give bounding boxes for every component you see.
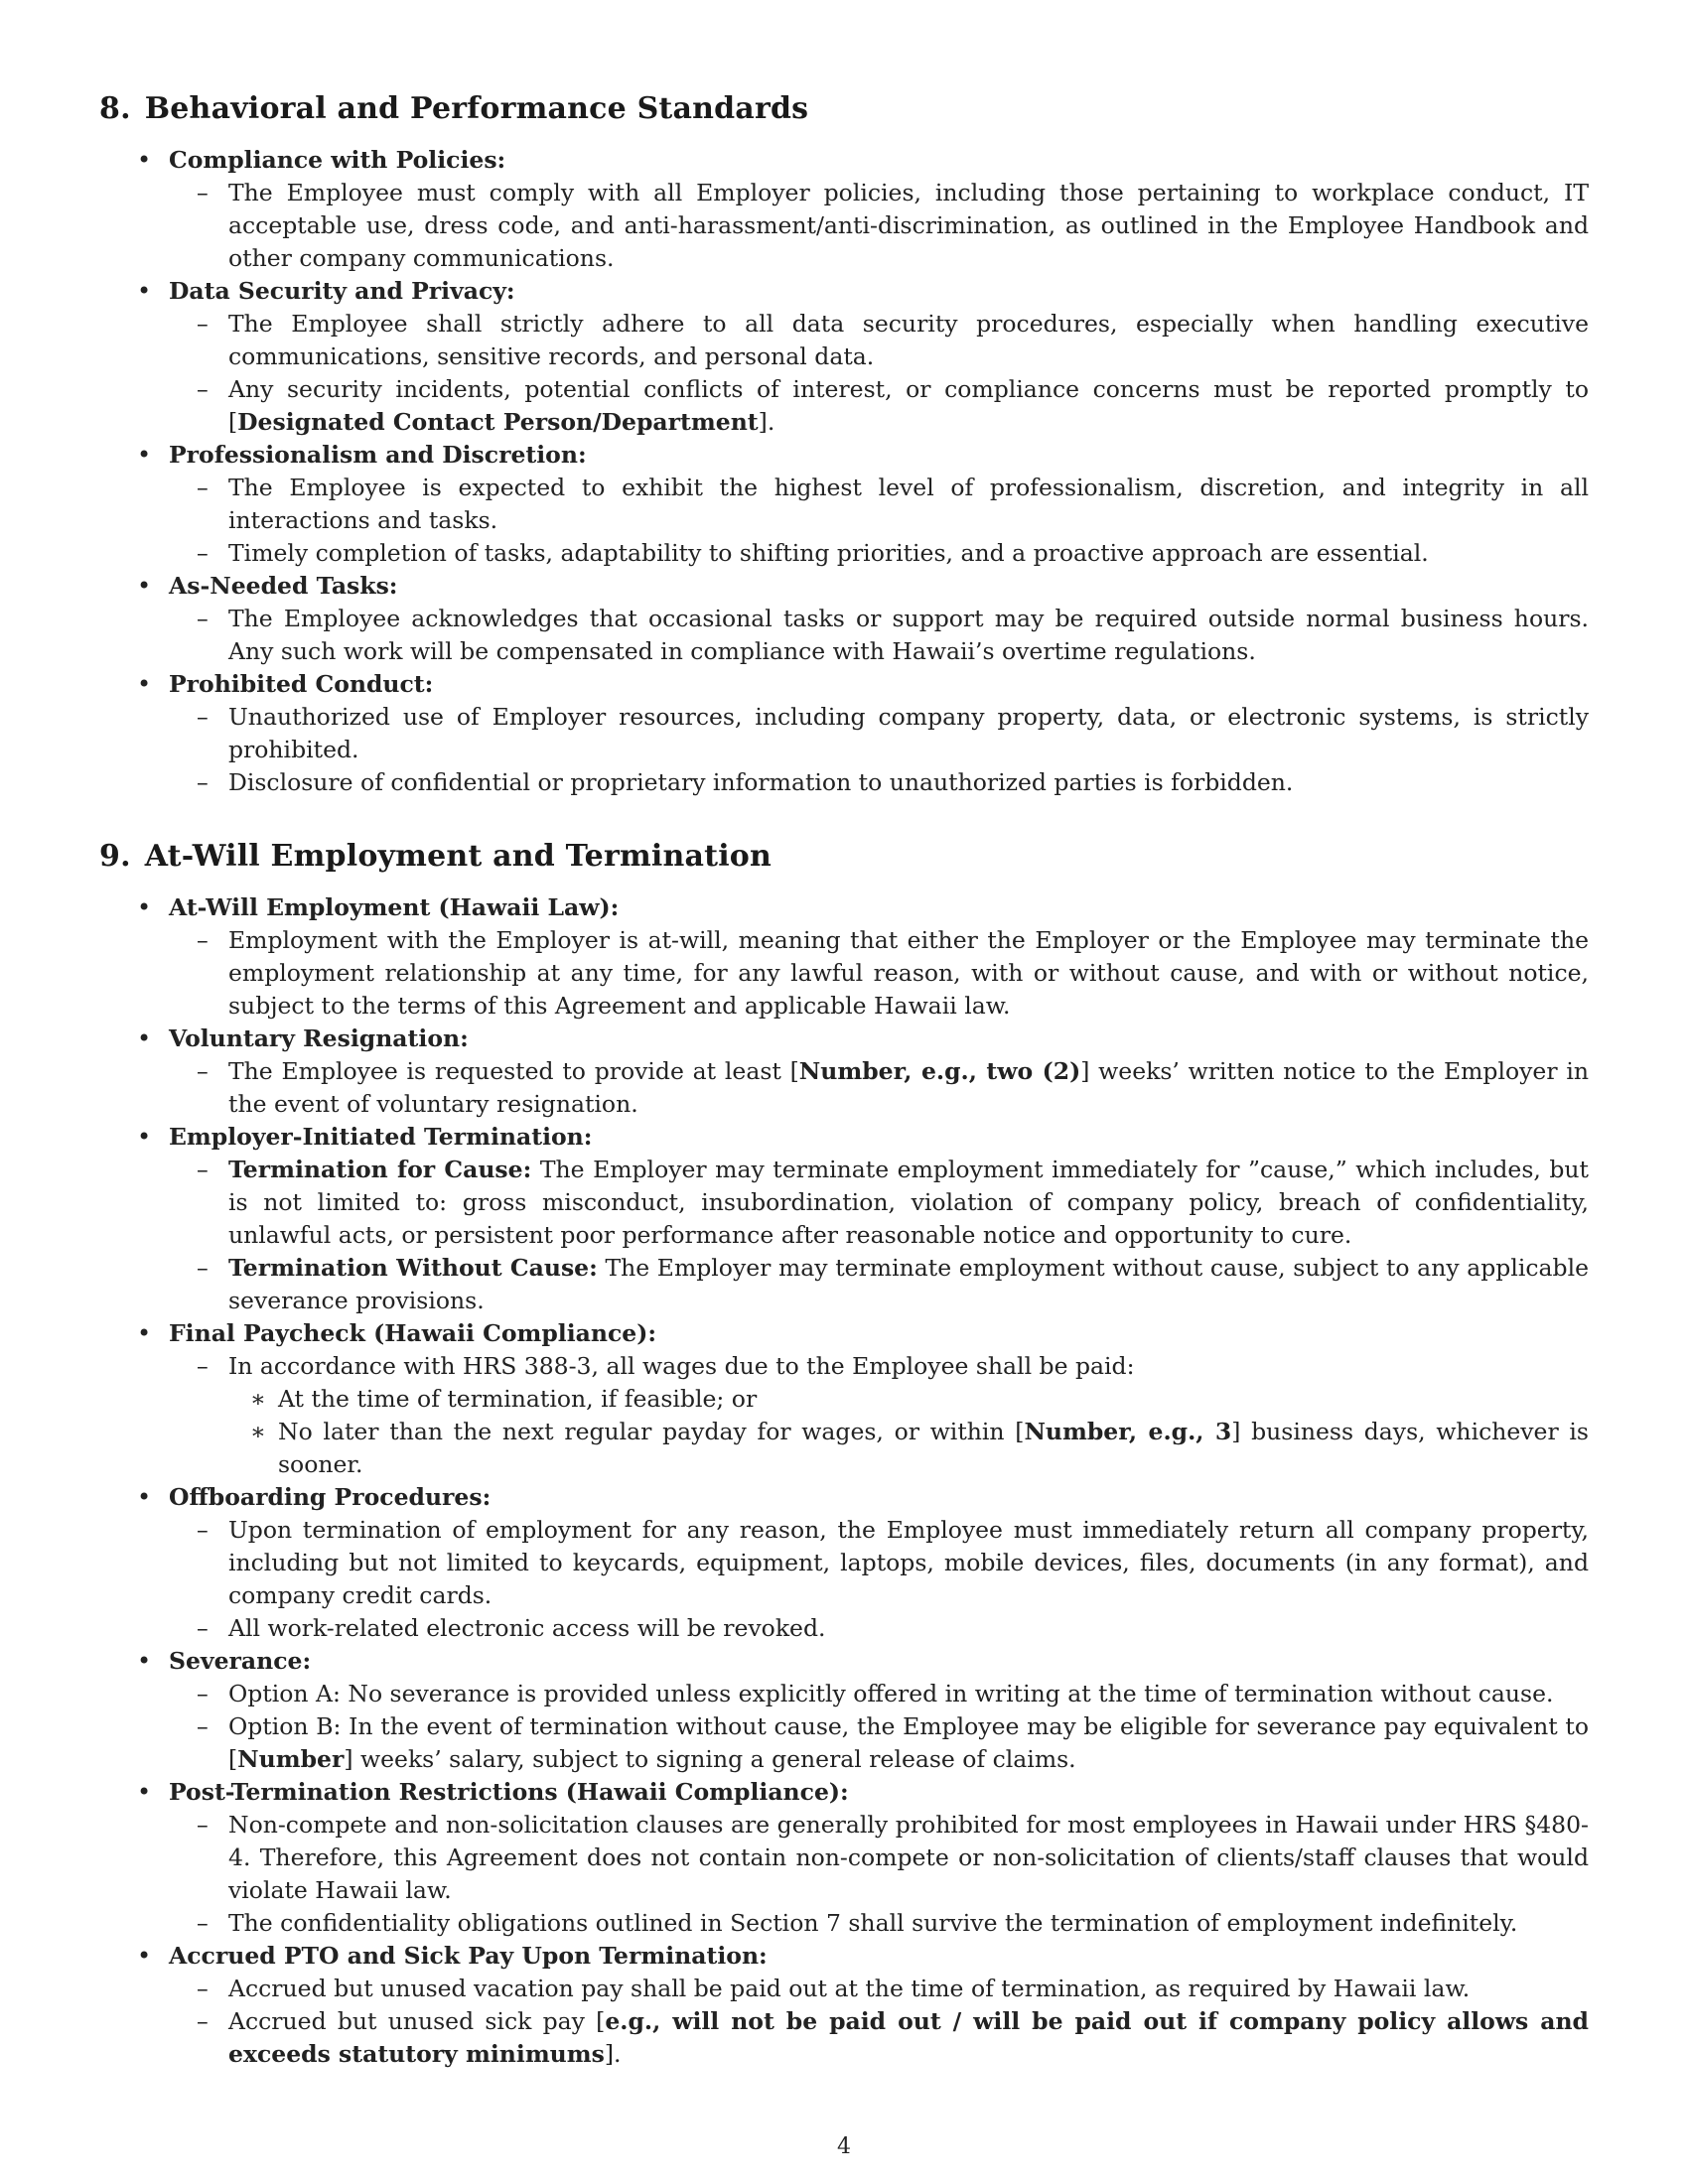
section-9-heading: 9. At-Will Employment and Termination [99,839,773,874]
list-item [99,668,1589,799]
sub-item: – The Employee is requested to provide at least [Number, e.g., two (2)] weeks’ written notice to the Employer in the event of voluntary resignation. [169,1055,1589,1121]
sub-item: – Termination for Cause: The Employer may terminate employment immediately for ”cause,” which includes, but is not limited to: gross misconduct, insubordination, violation of company policy, breach of confidentiality, unlawful acts, or persistent poor performance after reasonable notice and opportunity to cure. [169,1154,1589,1252]
section-9-list [99,891,1589,2071]
sub-item: – Option B: In the event of termination without cause, the Employee may be eligible for severance pay equivalent to [Number] weeks’ salary, subject to signing a general release of claims. [169,1710,1589,1776]
item-heading: • Employer-Initiated Termination: [169,1123,593,1151]
item-heading: • Voluntary Resignation: [169,1024,469,1052]
sub-item: – Upon termination of employment for any reason, the Employee must immediately return all company property, including but not limited to keycards, equipment, laptops, mobile devices, files, documents (in any format), and company credit cards. [169,1514,1589,1612]
item-heading: • Offboarding Procedures: [169,1483,492,1511]
item-heading: • Compliance with Policies: [169,146,506,174]
sub-item: – Accrued but unused vacation pay shall be paid out at the time of termination, as required by Hawaii law. [169,1973,1589,2005]
sub-item: – The confidentiality obligations outlined in Section 7 shall survive the termination of employment indefinitely. [169,1907,1589,1940]
item-heading: • Final Paycheck (Hawaii Compliance): [169,1319,657,1347]
sub-item: – The Employee shall strictly adhere to all data security procedures, especially when handling executive communications, sensitive records, and personal data. [169,308,1589,373]
sub-sub-item: ∗ No later than the next regular payday for wages, or within [Number, e.g., 3] business days, whichever is sooner. [228,1416,1589,1481]
sub-item: – Termination Without Cause: The Employer may terminate employment without cause, subject to any applicable severance provisions. [169,1252,1589,1317]
list-item [99,439,1589,570]
sub-item: – The Employee acknowledges that occasional tasks or support may be required outside normal business hours. Any such work will be compensated in compliance with Hawaii’s overtime regulations. [169,603,1589,668]
placeholder-field: Designated Contact Person/Department [237,408,759,436]
list-item [99,1645,1589,1776]
list-item [99,1317,1589,1481]
sub-sub-item: ∗ At the time of termination, if feasible; or [228,1383,1589,1416]
list-item [99,1023,1589,1121]
sub-item: – The Employee is expected to exhibit the highest level of professionalism, discretion, and integrity in all interactions and tasks. [169,472,1589,537]
section-8-heading: 8. Behavioral and Performance Standards [99,91,809,126]
item-heading: • Severance: [169,1647,312,1675]
section-8-list [99,144,1589,799]
sub-item: – In accordance with HRS 388-3, all wages due to the Employee shall be paid: ∗ At the time of termination, if feasible; or ∗ No later than the next regular payday for wages, or within [Number, e.g., 3] business days, whichever is sooner. [169,1350,1589,1481]
sub-item: – Timely completion of tasks, adaptability to shifting priorities, and a proactive approach are essential. [169,537,1589,570]
item-heading: • At-Will Employment (Hawaii Law): [169,893,620,921]
list-item [99,1776,1589,1940]
item-heading: • Prohibited Conduct: [169,670,434,698]
placeholder-field: Number, e.g., 3 [1024,1418,1232,1445]
placeholder-field: e.g., will not be paid out / will be paid out if company policy allows and exceeds statutory minimums [228,2007,1589,2068]
sub-item: – Employment with the Employer is at-will, meaning that either the Employer or the Employee may terminate the employment relationship at any time, for any lawful reason, with or without cause, and with or without notice, subject to the terms of this Agreement and applicable Hawaii law. [169,924,1589,1023]
item-heading: • Data Security and Privacy: [169,277,515,305]
list-item [99,144,1589,275]
list-item [99,275,1589,439]
sub-item: – Option A: No severance is provided unless explicitly offered in writing at the time of termination without cause. [169,1678,1589,1710]
item-heading: • Post-Termination Restrictions (Hawaii Compliance): [169,1778,849,1806]
sub-item: – Accrued but unused sick pay [e.g., will not be paid out / will be paid out if company policy allows and exceeds statutory minimums]. [169,2005,1589,2071]
page-number: 4 [837,2134,851,2159]
item-heading: • Accrued PTO and Sick Pay Upon Termination: [169,1942,768,1970]
placeholder-field: Number [237,1745,345,1773]
sub-item: – The Employee must comply with all Employer policies, including those pertaining to workplace conduct, IT acceptable use, dress code, and anti-harassment/anti-discrimination, as outlined in the Employee Handbook and other company communications. [169,177,1589,275]
sub-item: – Any security incidents, potential conflicts of interest, or compliance concerns must be reported promptly to [Designated Contact Person/Department]. [169,373,1589,439]
sub-item: – Non-compete and non-solicitation clauses are generally prohibited for most employees in Hawaii under HRS §480-4. Therefore, this Agreement does not contain non-compete or non-solicitation of clients/staff clauses that would violate Hawaii law. [169,1809,1589,1907]
document-page [99,91,1589,2071]
list-item [99,1121,1589,1317]
list-item [99,891,1589,1023]
list-item [99,570,1589,668]
item-heading: • Professionalism and Discretion: [169,441,587,469]
sub-item: – Unauthorized use of Employer resources, including company property, data, or electronic systems, is strictly prohibited. [169,701,1589,766]
placeholder-field: Number, e.g., two (2) [798,1057,1081,1085]
list-item [99,1481,1589,1645]
sub-item: – All work-related electronic access will be revoked. [169,1612,1589,1645]
item-heading: • As-Needed Tasks: [169,572,398,600]
sub-item: – Disclosure of confidential or proprietary information to unauthorized parties is forbidden. [169,766,1589,799]
list-item [99,1940,1589,2071]
